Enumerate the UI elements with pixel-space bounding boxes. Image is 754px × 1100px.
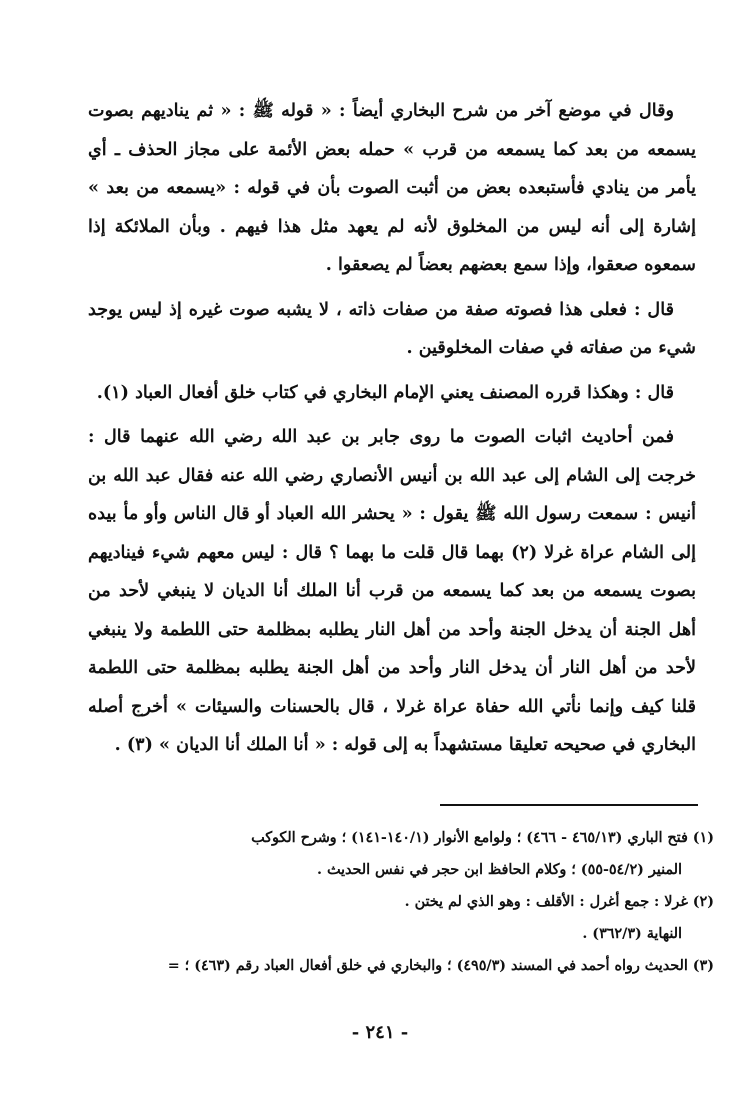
- main-text: [88, 92, 696, 771]
- footnote-1: (١) فتح الباري (٤٦٥/١٣ - ٤٦٦) ؛ ولوامع الأنوار (١٤٠/١-١٤١) ؛ وشرح الكوكب: [251, 830, 714, 846]
- footnote-1-continuation: المنير (٥٤/٢-٥٥) ؛ وكلام الحافظ ابن حجر في نفس الحديث .: [317, 862, 682, 878]
- footnote-2-continuation: النهاية (٣٦٢/٣) .: [582, 926, 682, 942]
- paragraph-3: قال : وهكذا قرره المصنف يعني الإمام البخاري في كتاب خلق أفعال العباد (١).: [96, 381, 674, 403]
- footnote-divider: [440, 804, 698, 806]
- page-number: - ٢٤١ -: [351, 1022, 409, 1043]
- footnote-3: (٣) الحديث رواه أحمد في المسند (٤٩٥/٣) ؛ والبخاري في خلق أفعال العباد رقم (٤٦٣) ؛ =: [167, 958, 714, 974]
- paragraph-4: فمن أحاديث اثبات الصوت ما روى جابر بن عبد الله رضي الله عنهما قال : خرجت إلى الشام إلى عبد الله بن أنيس الأنصاري رضي الله عنه فقال عبد الله بن أنيس : سمعت رسول الله ﷺ يقول : « يحشر الله العباد أو قال الناس وأو مأ بيده إلى الشام عراة غرلا (٢) بهما قال قلت ما بهما ؟ قال : ليس معهم شيء فيناديهم بصوت يسمعه من بعد كما يسمعه من قرب أنا الملك أنا الديان لا ينبغي لأحد من أهل الجنة أن يدخل الجنة وأحد من أهل النار يطلبه بمظلمة حتى اللطمة ولا ينبغي لأحد من أهل النار أن يدخل النار وأحد من أهل الجنة يطلبه بمظلمة حتى اللطمة قلنا كيف وإنما نأتي الله حفاة عراة غرلا ، قال بالحسنات والسيئات » أخرج أصله البخاري في صحيحه تعليقا مستشهداً به إلى قوله : « أنا الملك أنا الديان » (٣) .: [88, 426, 696, 755]
- footnotes: [88, 822, 714, 982]
- paragraph-2: قال : فعلى هذا فصوته صفة من صفات ذاته ، لا يشبه صوت غيره إذ ليس يوجد شيء من صفاته في صفات المخلوقين .: [88, 298, 696, 358]
- paragraph-1: وقال في موضع آخر من شرح البخاري أيضاً : « قوله ﷺ : « ثم يناديهم بصوت يسمعه من بعد كما يسمعه من قرب » حمله بعض الأئمة على مجاز الحذف ـ أي يأمر من ينادي فأستبعده بعض من أثبت الصوت بأن في قوله : «يسمعه من بعد » إشارة إلى أنه ليس من المخلوق لأنه لم يعهد مثل هذا فيهم . وبأن الملائكة إذا سمعوه صعقوا، وإذا سمع بعضهم بعضاً لم يصعقوا .: [88, 100, 696, 275]
- footnote-2: (٢) غرلا : جمع أغرل : الأقلف : وهو الذي لم يختن .: [404, 894, 714, 910]
